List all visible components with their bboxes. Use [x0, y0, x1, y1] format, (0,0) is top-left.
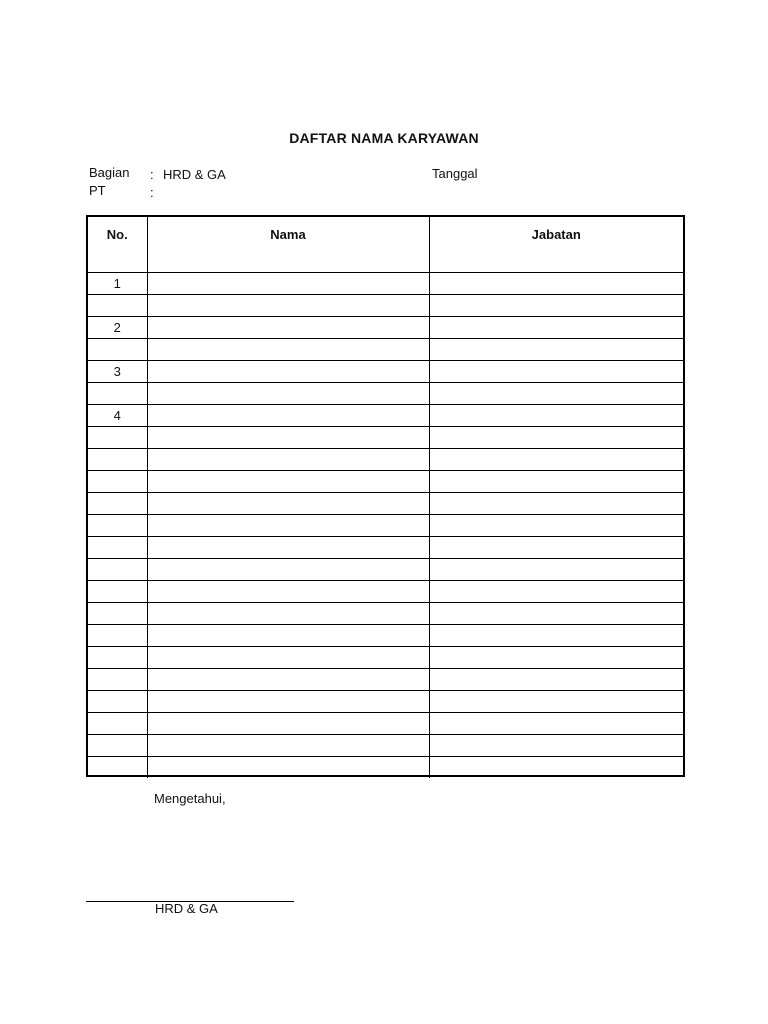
cell-no [88, 383, 147, 405]
cell-jabatan [429, 427, 683, 449]
document-title: DAFTAR NAMA KARYAWAN [289, 130, 479, 146]
table-row [88, 383, 683, 405]
table-row [88, 559, 683, 581]
cell-jabatan [429, 251, 683, 273]
cell-no [88, 251, 147, 273]
cell-jabatan [429, 713, 683, 735]
cell-no [88, 339, 147, 361]
cell-no [88, 515, 147, 537]
table-row [88, 493, 683, 515]
signature-name: HRD & GA [155, 901, 218, 916]
cell-no [88, 625, 147, 647]
cell-nama [147, 757, 429, 779]
cell-jabatan [429, 471, 683, 493]
table-row [88, 735, 683, 757]
cell-jabatan [429, 647, 683, 669]
table-row [88, 427, 683, 449]
table-row [88, 515, 683, 537]
cell-no [88, 691, 147, 713]
cell-no: 4 [88, 405, 147, 427]
table-row [88, 537, 683, 559]
cell-jabatan [429, 273, 683, 295]
cell-nama [147, 559, 429, 581]
cell-no [88, 493, 147, 515]
cell-nama [147, 383, 429, 405]
employee-table [86, 215, 685, 777]
cell-nama [147, 339, 429, 361]
cell-nama [147, 647, 429, 669]
cell-jabatan [429, 515, 683, 537]
cell-no [88, 647, 147, 669]
cell-no [88, 537, 147, 559]
cell-nama [147, 471, 429, 493]
cell-jabatan [429, 625, 683, 647]
table-row [88, 361, 683, 383]
cell-nama [147, 625, 429, 647]
cell-nama [147, 581, 429, 603]
cell-jabatan [429, 669, 683, 691]
table-row [88, 625, 683, 647]
cell-jabatan [429, 735, 683, 757]
cell-nama [147, 449, 429, 471]
cell-no: 3 [88, 361, 147, 383]
table-row [88, 339, 683, 361]
cell-nama [147, 691, 429, 713]
cell-nama [147, 405, 429, 427]
table-row [88, 581, 683, 603]
cell-nama [147, 273, 429, 295]
cell-jabatan [429, 581, 683, 603]
cell-jabatan [429, 757, 683, 779]
cell-no [88, 471, 147, 493]
header-jabatan: Jabatan [429, 217, 683, 251]
cell-jabatan [429, 383, 683, 405]
cell-no [88, 581, 147, 603]
bagian-colon: : [150, 167, 154, 182]
cell-jabatan [429, 295, 683, 317]
cell-no [88, 603, 147, 625]
cell-jabatan [429, 361, 683, 383]
cell-no [88, 735, 147, 757]
table-row [88, 449, 683, 471]
table-row [88, 273, 683, 295]
cell-no [88, 559, 147, 581]
cell-no: 1 [88, 273, 147, 295]
table-row [88, 603, 683, 625]
header-nama: Nama [147, 217, 429, 251]
cell-nama [147, 361, 429, 383]
bagian-value: HRD & GA [163, 167, 226, 182]
cell-no: 2 [88, 317, 147, 339]
cell-nama [147, 251, 429, 273]
cell-jabatan [429, 559, 683, 581]
table-row [88, 647, 683, 669]
pt-label: PT [89, 183, 106, 198]
cell-nama [147, 317, 429, 339]
table-header-row [88, 217, 683, 251]
cell-no [88, 427, 147, 449]
cell-jabatan [429, 405, 683, 427]
table-row [88, 251, 683, 273]
cell-nama [147, 713, 429, 735]
cell-nama [147, 735, 429, 757]
cell-nama [147, 427, 429, 449]
cell-jabatan [429, 537, 683, 559]
header-no: No. [88, 217, 147, 251]
cell-jabatan [429, 691, 683, 713]
bagian-label: Bagian [89, 165, 130, 180]
pt-colon: : [150, 185, 154, 200]
cell-nama [147, 537, 429, 559]
cell-no [88, 295, 147, 317]
cell-nama [147, 295, 429, 317]
table-row [88, 669, 683, 691]
table-row [88, 295, 683, 317]
acknowledge-text: Mengetahui, [154, 791, 226, 806]
table-row [88, 471, 683, 493]
cell-jabatan [429, 449, 683, 471]
cell-no [88, 669, 147, 691]
table-row [88, 405, 683, 427]
cell-jabatan [429, 317, 683, 339]
table-row [88, 317, 683, 339]
cell-no [88, 713, 147, 735]
cell-jabatan [429, 493, 683, 515]
cell-jabatan [429, 339, 683, 361]
tanggal-label: Tanggal [432, 166, 478, 181]
cell-no [88, 449, 147, 471]
cell-nama [147, 669, 429, 691]
cell-nama [147, 515, 429, 537]
cell-no [88, 757, 147, 779]
table-row [88, 691, 683, 713]
cell-nama [147, 493, 429, 515]
cell-jabatan [429, 603, 683, 625]
table-row [88, 757, 683, 779]
table-row [88, 713, 683, 735]
cell-nama [147, 603, 429, 625]
